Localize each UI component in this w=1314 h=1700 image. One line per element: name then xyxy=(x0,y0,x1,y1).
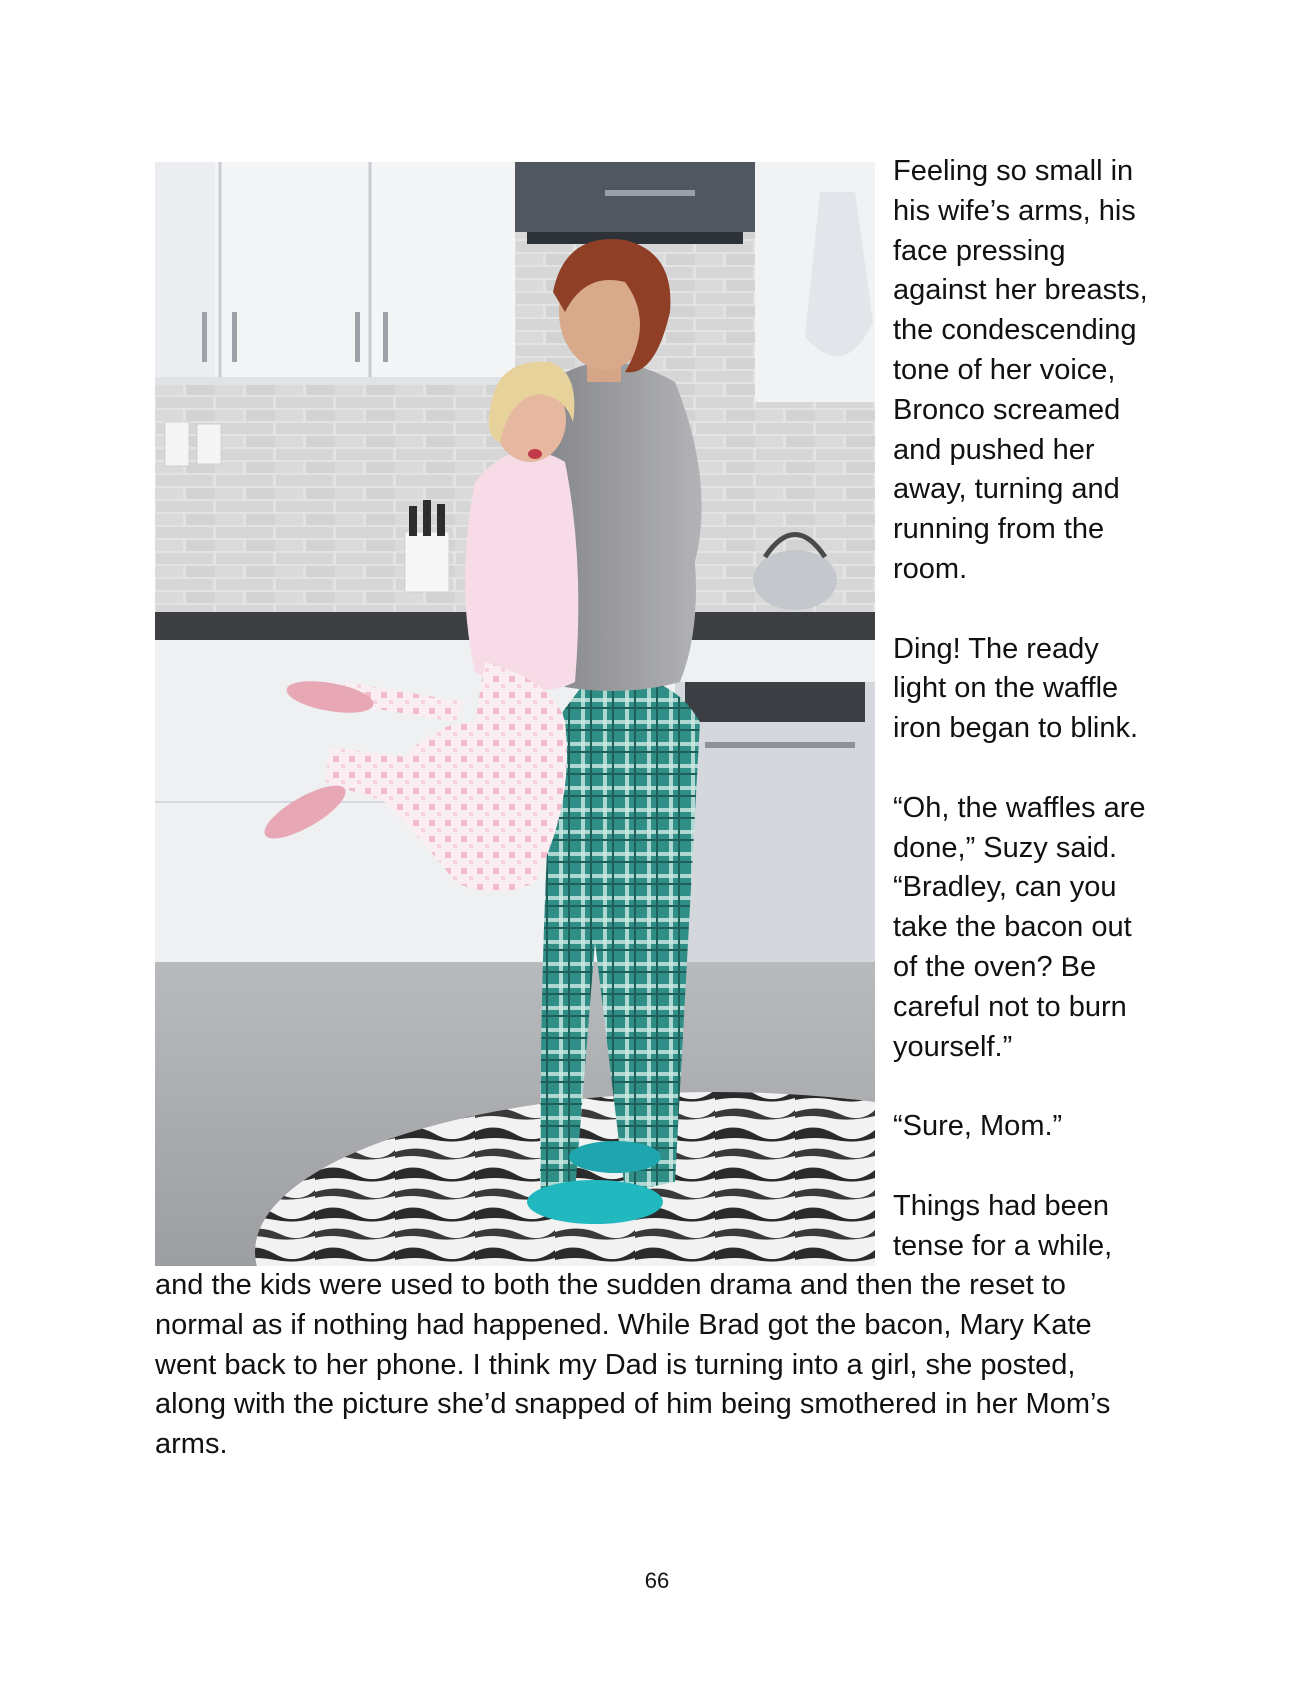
side-column-text xyxy=(893,152,1183,1266)
kitchen-scene-image xyxy=(155,162,875,1266)
paragraph-3: “Oh, the waffles are done,” Suzy said. “Bradley, can you take the bacon out of the oven? Be careful not to burn yourself.” xyxy=(893,791,1146,1063)
story-illustration xyxy=(155,162,875,1266)
paragraph-1: Feeling so small in his wife’s arms, his face pressing against her breasts, the condescending tone of her voice, Bronco screamed and pushed her away, turning and running from the room. xyxy=(893,155,1148,585)
page-number: 66 xyxy=(644,1568,670,1593)
paragraph-5-continuation: and the kids were used to both the sudden drama and then the reset to normal as if nothing had happened. While Brad got the bacon, Mary Kate went back to her phone. I think my Dad is turning into a girl, she posted, along with the picture she’d snapped of him being smothered in her Mom’s arms. xyxy=(155,1269,1111,1461)
paragraph-4: “Sure, Mom.” xyxy=(893,1110,1063,1143)
paragraph-2: Ding! The ready light on the waffle iron began to blink. xyxy=(893,632,1139,745)
paragraph-5-start: Things had been tense for a while, xyxy=(893,1189,1113,1262)
